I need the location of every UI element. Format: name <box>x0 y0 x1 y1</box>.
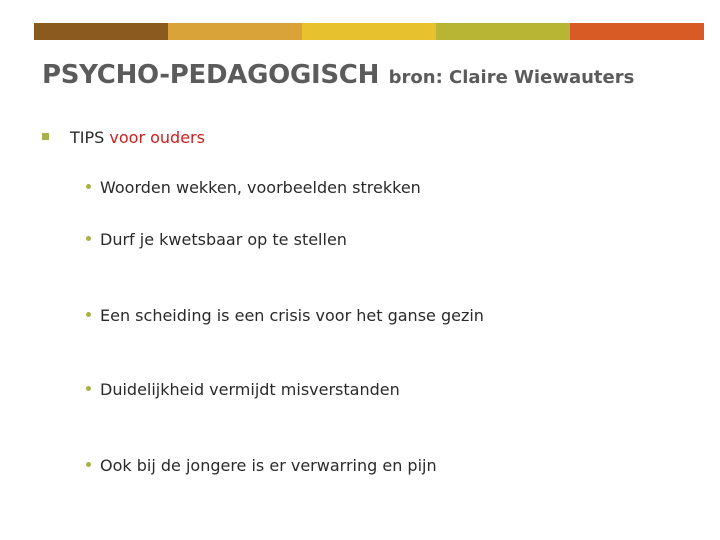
slide-title <box>42 60 634 90</box>
dot-bullet-icon <box>86 462 91 467</box>
tip-item <box>86 456 437 475</box>
tip-text: Duidelijkheid vermijdt misverstanden <box>100 380 400 399</box>
dot-bullet-icon <box>86 312 91 317</box>
color-bar-segment <box>302 23 436 40</box>
topic-accent: voor ouders <box>109 128 205 147</box>
dot-bullet-icon <box>86 236 91 241</box>
color-bar-segment <box>436 23 570 40</box>
tip-text: Durf je kwetsbaar op te stellen <box>100 230 347 249</box>
dot-bullet-icon <box>86 184 91 189</box>
decorative-color-bar <box>34 23 704 40</box>
tip-item <box>86 230 347 249</box>
tip-item <box>86 380 400 399</box>
slide-source: bron: Claire Wiewauters <box>388 67 635 88</box>
tip-item <box>86 178 421 197</box>
tip-item <box>86 306 484 325</box>
tip-text: Woorden wekken, voorbeelden strekken <box>100 178 421 197</box>
color-bar-segment <box>570 23 704 40</box>
topic-prefix: TIPS <box>70 128 105 147</box>
square-bullet-icon <box>42 133 49 140</box>
slide-title-main: PSYCHO-PEDAGOGISCH <box>42 60 380 90</box>
color-bar-segment <box>168 23 302 40</box>
topic-line <box>42 128 205 147</box>
color-bar-segment <box>34 23 168 40</box>
tip-text: Ook bij de jongere is er verwarring en pijn <box>100 456 437 475</box>
tip-text: Een scheiding is een crisis voor het ganse gezin <box>100 306 484 325</box>
dot-bullet-icon <box>86 386 91 391</box>
